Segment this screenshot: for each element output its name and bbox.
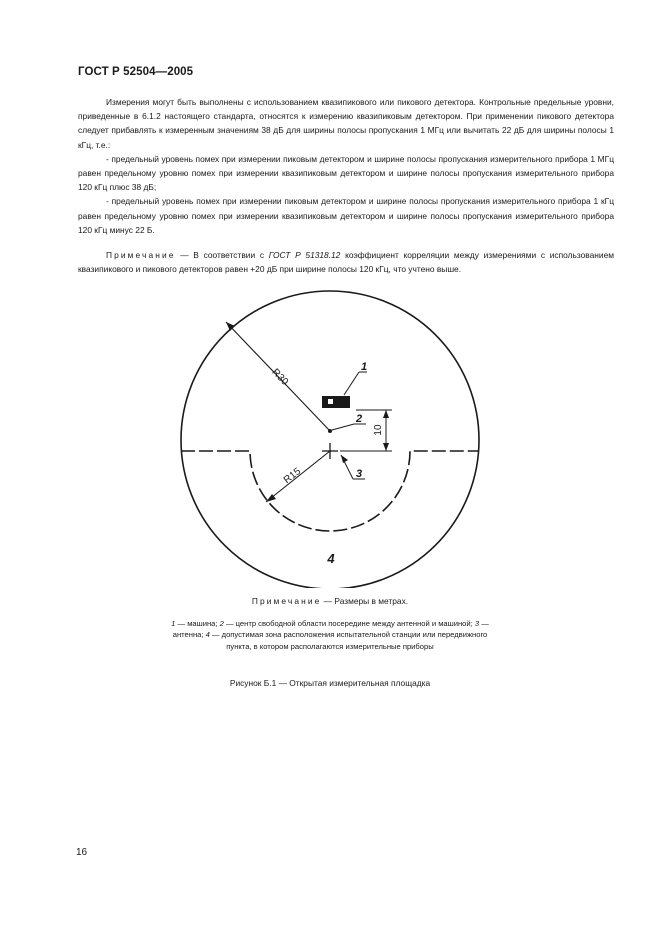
note-paragraph [78,248,614,276]
legend-text-3: — антенна; [172,619,489,640]
figure-note-label: Примечание [251,596,322,606]
legend-text-4: — допустимая зона расположения испытательной станции или передвижного пункта, в котором располагаются измерительные приборы [209,630,488,651]
callout-3-label: 3 [356,468,363,480]
dimension-10-label: 10 [373,424,384,436]
figure-caption: Рисунок Б.1 — Открытая измерительная площадка [229,678,431,688]
leader-1-line [344,372,359,395]
page-number: 16 [76,847,88,858]
leader-2-line [332,424,354,430]
zone-boundary-line [181,451,479,531]
centre-point [328,429,332,433]
callout-2-label: 2 [356,413,363,425]
figure-legend [170,618,490,652]
document-header: ГОСТ Р 52504—2005 [78,66,194,78]
radius-r30-label: R30 [269,366,291,388]
outer-boundary-circle [181,291,479,588]
note-label: Примечание [106,250,176,261]
paragraph-peak-1mhz: - предельный уровень помех при измерении пиковым детектором и ширине полосы пропускания измерительного прибора 1 МГц равен предельному уровню помех при измерении квазипиковым детектором и ширине полосы пропускания измерительного прибора 120 кГц плюс 38 дБ; [78,153,614,193]
vehicle-marker-window [328,399,333,404]
body-text [78,95,614,276]
figure-note-text: — Размеры в метрах. [321,596,409,606]
callout-1-label: 1 [361,361,368,373]
paragraph-peak-1khz: - предельный уровень помех при измерении пиковым детектором и ширине полосы пропускания измерительного прибора 1 кГц равен предельному уровню помех при измерении квазипиковым детектором и ширине полосы пропускания измерительного прибора 120 кГц минус 22 Б. [78,196,614,235]
legend-number-3: 3 [474,619,480,628]
radius-r15-label: R15 [281,466,304,487]
leader-3-arrowhead [341,455,348,463]
zone-4-label: 4 [327,551,335,566]
legend-text-2: — центр свободной области посередине между антенной и машиной; [223,619,475,628]
note-standard-reference: ГОСТ Р 51318.12 [268,250,341,261]
test-site-diagram [170,278,490,588]
legend-number-2: 2 [219,619,224,628]
vehicle-marker [322,396,350,408]
dimension-arrow-bottom [383,443,389,451]
note-text-end: коэффициент корреляции между измерениями с использованием квазипикового и пикового детекторов равен +20 дБ при ширине полосы 120 кГц, что учтено выше. [78,250,615,275]
figure-note [170,596,490,606]
dimension-arrow-top [383,410,389,418]
paragraph-intro: Измерения могут быть выполнены с использованием квазипикового или пикового детектора. Контрольные предельные уровни, приведенные в 6.1.2 настоящего стандарта, относятся к измерению квазипиковым детектором. При применении пикового детектора следует прибавлять к измеренным значениям 38 дБ для ширины полосы пропускания 1 МГц или вычитать 22 дБ для ширины полосы 1 кГц, т.е.: [78,97,614,150]
note-text-start: — В соответствии с [175,250,269,261]
legend-number-1: 1 [171,619,176,628]
legend-number-4: 4 [205,630,210,640]
legend-text-1: — машина; [175,619,220,628]
